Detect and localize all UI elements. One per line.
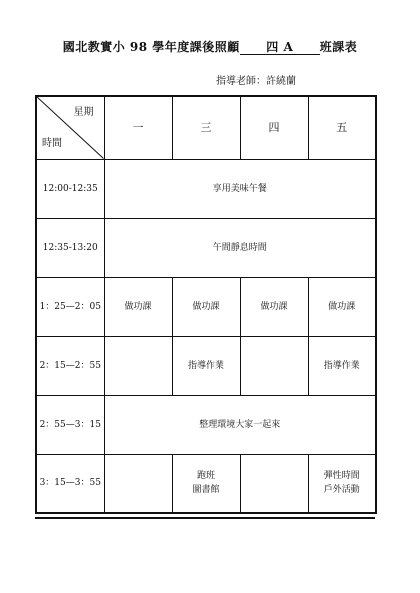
time-cell: 12:35-13:20 (36, 218, 104, 277)
activity-cell (104, 336, 172, 395)
activity-span-cell: 整理環境大家一起來 (104, 395, 376, 454)
bottom-rule (35, 517, 375, 519)
activity-span-cell: 午間靜息時間 (104, 218, 376, 277)
activity-cell (104, 454, 172, 513)
time-cell: 2：15—2：55 (36, 336, 104, 395)
activity-cell: 跑班 圖書館 (172, 454, 240, 513)
corner-cell (36, 96, 104, 159)
table-row (36, 159, 376, 218)
time-cell: 2：55—3：15 (36, 395, 104, 454)
day-header-3: 四 (240, 96, 308, 159)
document-title (0, 38, 420, 55)
title-suffix: 班課表 (319, 40, 358, 54)
activity-cell (240, 454, 308, 513)
activity-cell: 彈性時間 戶外活動 (308, 454, 376, 513)
time-cell: 1：25—2：05 (36, 277, 104, 336)
table-row (36, 395, 376, 454)
corner-week-label: 星期 (73, 107, 94, 118)
table-row (36, 277, 376, 336)
activity-cell: 指導作業 (308, 336, 376, 395)
activity-cell (240, 336, 308, 395)
activity-cell: 做功課 (240, 277, 308, 336)
teacher-line: 指導老師：許繞蘭 (216, 76, 296, 87)
header-row (36, 96, 376, 159)
activity-cell: 做功課 (308, 277, 376, 336)
time-cell: 12:00-12:35 (36, 159, 104, 218)
day-header-1: 一 (104, 96, 172, 159)
corner-time-label: 時間 (42, 137, 62, 149)
activity-cell: 做功課 (172, 277, 240, 336)
activity-cell: 做功課 (104, 277, 172, 336)
day-header-2: 三 (172, 96, 240, 159)
title-prefix: 國北教實小 98 學年度課後照顧 (62, 40, 240, 54)
title-class-name: 四 A (240, 40, 320, 55)
activity-cell: 指導作業 (172, 336, 240, 395)
table-row (36, 336, 376, 395)
table-row (36, 218, 376, 277)
time-cell: 3：15—3：55 (36, 454, 104, 513)
day-header-4: 五 (308, 96, 376, 159)
activity-span-cell: 享用美味午餐 (104, 159, 376, 218)
table-row (36, 454, 376, 513)
schedule-table (35, 95, 377, 514)
